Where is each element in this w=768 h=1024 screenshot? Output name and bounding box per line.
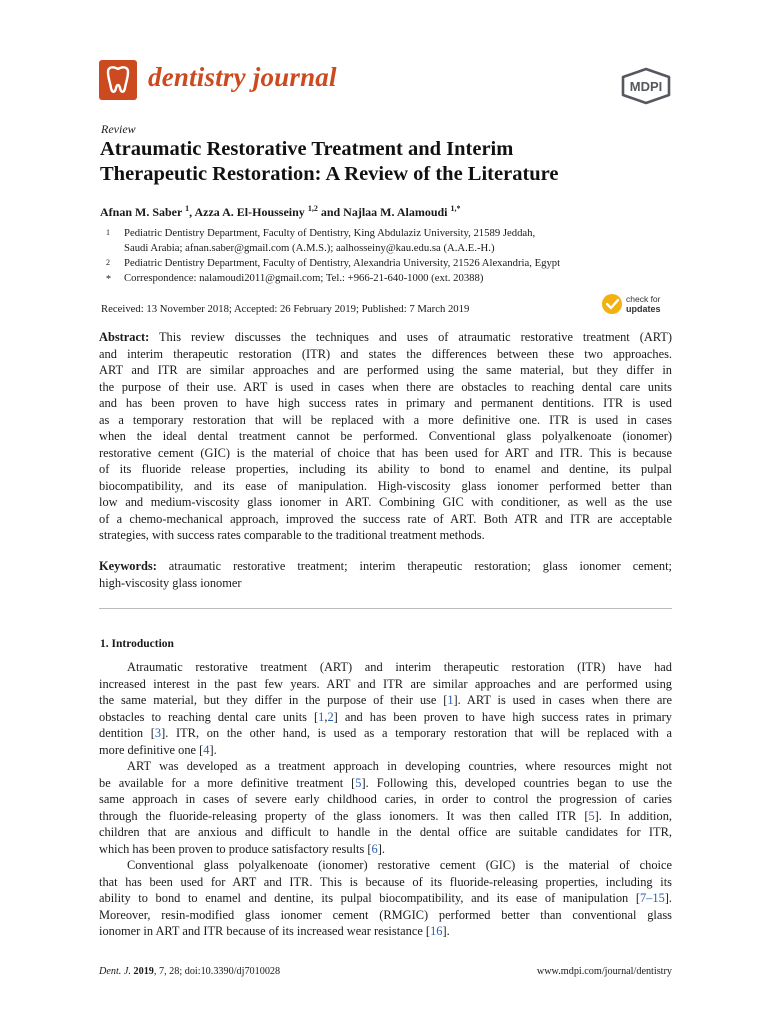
body-line [99,742,672,759]
body-line [99,709,672,726]
keywords-label: Keywords: [99,559,157,573]
abstract [99,329,672,544]
body-line [99,808,672,825]
body-text: ability to bond to enamel and dentine, its pulpal biocompatibility, and its ease of manipulation [ [99,891,640,905]
body-text: be available for a more definitive treatment [ [99,775,356,790]
body-line: ART was developed as a treatment approach in developing countries, where resources might not [127,759,672,773]
abstract-line: low and medium-viscosity glass ionomer in ART. Combining GIC with conditioner, as well as the use [99,495,672,509]
citation-link[interactable]: 2 [327,709,334,724]
body-line: children that are anxious and difficult to handle in the dental office are suitable candidates for ITR, [99,825,672,839]
body-text: ]. Following this, developed countries began to use the [361,775,672,790]
body-line [99,841,672,858]
author-name[interactable]: Najlaa M. Alamoudi [343,205,448,219]
body-text: ]. [664,891,672,905]
check-updates-line: check for [626,294,661,304]
footer-url[interactable]: www.mdpi.com/journal/dentistry [536,966,672,977]
keywords-line: high-viscosity glass ionomer [99,575,242,590]
title-line: Atraumatic Restorative Treatment and Interim [100,138,514,160]
section-heading: 1. Introduction [100,638,174,650]
affiliation-text[interactable]: Saudi Arabia; afnan.saber@gmail.com (A.M.S.); aalhosseiny@kau.edu.sa (A.A.E.-H.) [124,242,495,254]
body-text: , [324,709,328,724]
author-affil-sup: 1,2 [307,204,318,213]
affiliation-number: 2 [106,258,110,267]
body-text: dentition [ [99,726,155,740]
body-text: ]. In addition, [594,808,672,823]
footer-citation [99,966,280,977]
section-divider [99,608,672,609]
body-text: the same material, but they differ in the purpose of their use [ [99,693,448,707]
body-line [99,890,672,907]
author-affil-sup: 1 [185,204,190,213]
publisher-name: MDPI [629,79,663,94]
abstract-line: and has been proven to have high success rates in primary and permanent dentitions. ITR is used [99,396,672,410]
body-text: more definitive one [ [99,742,204,757]
affiliation-text: Pediatric Dentistry Department, Faculty of Dentistry, Alexandria University, 21526 Alexandria, Egypt [124,257,561,269]
abstract-label: Abstract: [99,330,150,344]
body-text: obstacles to reaching dental care units [ [99,709,319,724]
body-text: ] and has been proven to have high success rates in primary [333,709,673,724]
body-line [99,775,672,792]
body-text: which has been proven to produce satisfactory results [ [99,841,372,856]
article-title [100,137,680,187]
abstract-line: This review discusses the techniques and uses of atraumatic restorative treatment (ART) [149,330,672,344]
citation-link[interactable]: 4 [203,742,210,757]
citation-link[interactable]: 5 [588,808,595,823]
body-text: ]. [377,841,385,856]
body-text: ionomer in ART and ITR because of its increased wear resistance [ [99,924,431,938]
abstract-line: strategies, with success rates comparable to the traditional treatment methods. [99,528,485,542]
abstract-line: as a temporary restoration that will be replaced with a more definitive one. ITR is used in cases [99,412,672,427]
intro-paragraph [99,659,672,758]
author-name[interactable]: Azza A. El-Housseiny [194,205,305,219]
check-updates-line: updates [626,304,661,314]
author-affil-sup: 1,* [450,204,461,213]
mdpi-logo-icon [618,66,674,106]
abstract-line: of a chemo-mechanical approach, improved the success rate of ART. Both ATR and ITR are acceptable [99,511,672,526]
publication-dates: Received: 13 November 2018; Accepted: 26 February 2019; Published: 7 March 2019 [101,303,470,315]
body-text: through the fluoride-releasing property of the glass ionomers. It was then called ITR [ [99,808,589,823]
abstract-line: of its fluoride release properties, including its ability to bond to enamel and dentine, its pulpal [99,462,672,476]
citation-link[interactable]: 6 [371,841,378,856]
body-line [99,923,672,940]
body-text: ]. ART is used in cases when there are [453,693,672,707]
article-type: Review [101,122,136,136]
citation-link[interactable]: 16 [430,924,443,938]
abstract-line: when the ideal dental treatment cannot be performed. Conventional glass polyalkenoate (ionomer) [99,429,672,443]
citation-link[interactable]: 7–15 [639,891,665,905]
footer-journal-abbr: Dent. J. [99,966,131,977]
body-line: Moreover, resin-modified glass ionomer cement (RMGIC) performed better than conventional glass [99,907,672,922]
abstract-line: restorative cement (GIC) is the material of choice that has been used for ART and ITR. This is because [99,445,672,460]
abstract-line: ART and ITR are similar approaches and are performed using the same material, but they differ in [99,363,672,377]
affiliation-number: 1 [106,228,110,237]
body-line: Conventional glass polyalkenoate (ionomer) restorative cement (GIC) is the material of choice [127,858,672,872]
tooth-logo-icon [99,60,137,100]
author-separator: , [189,205,195,219]
citation-link[interactable]: 3 [154,726,162,740]
citation-link[interactable]: 1 [447,693,454,707]
body-line: same approach in cases of severe early childhood caries, in order to control the progression of caries [99,792,672,806]
body-text: ]. [442,924,450,938]
title-line: Therapeutic Restoration: A Review of the Literature [100,163,559,185]
journal-name: dentistry journal [148,62,337,92]
check-for-updates-badge[interactable] [601,292,673,318]
body-line: increased interest in the past few years. ART and ITR are similar approaches and are performed using [99,676,672,691]
citation-link[interactable]: 1 [318,709,325,724]
footer-doi[interactable]: , 7, 28; doi:10.3390/dj7010028 [153,966,281,977]
abstract-line: and interim therapeutic restoration (ITR) and states the differences between these two approaches. [99,346,672,361]
affiliation-number: * [106,274,111,285]
keywords [99,558,672,591]
keywords-line: atraumatic restorative treatment; interim therapeutic restoration; glass ionomer cement; [156,559,672,573]
author-list [100,204,461,220]
body-text: ]. ITR, on the other hand, is used as a temporary restoration that will be replaced with a [161,726,672,740]
body-text: ]. [209,742,217,757]
body-line [99,725,672,742]
body-line [99,692,672,709]
abstract-line: biocompatibility, and its ease of manipulation. High-viscosity glass ionomer performed better than [99,478,672,493]
intro-paragraph [99,758,672,857]
intro-paragraph [99,857,672,940]
citation-link[interactable]: 5 [355,775,362,790]
correspondence-text[interactable]: Correspondence: nalamoudi2011@gmail.com; Tel.: +966-21-640-1000 (ext. 20388) [124,272,484,284]
abstract-line: the purpose of their use. ART is used in cases when there are obstacles to reaching dental care units [99,379,672,394]
body-line: Atraumatic restorative treatment (ART) and interim therapeutic restoration (ITR) have had [127,660,672,674]
affiliation-text: Pediatric Dentistry Department, Faculty of Dentistry, King Abdulaziz University, 21589 Jeddah, [124,227,536,239]
body-line: that has been used for ART and ITR. This is because of its fluoride-releasing properties, including its [99,874,672,889]
author-separator: and [317,205,344,219]
footer-year: 2019 [133,966,154,977]
author-name[interactable]: Afnan M. Saber [100,205,183,219]
